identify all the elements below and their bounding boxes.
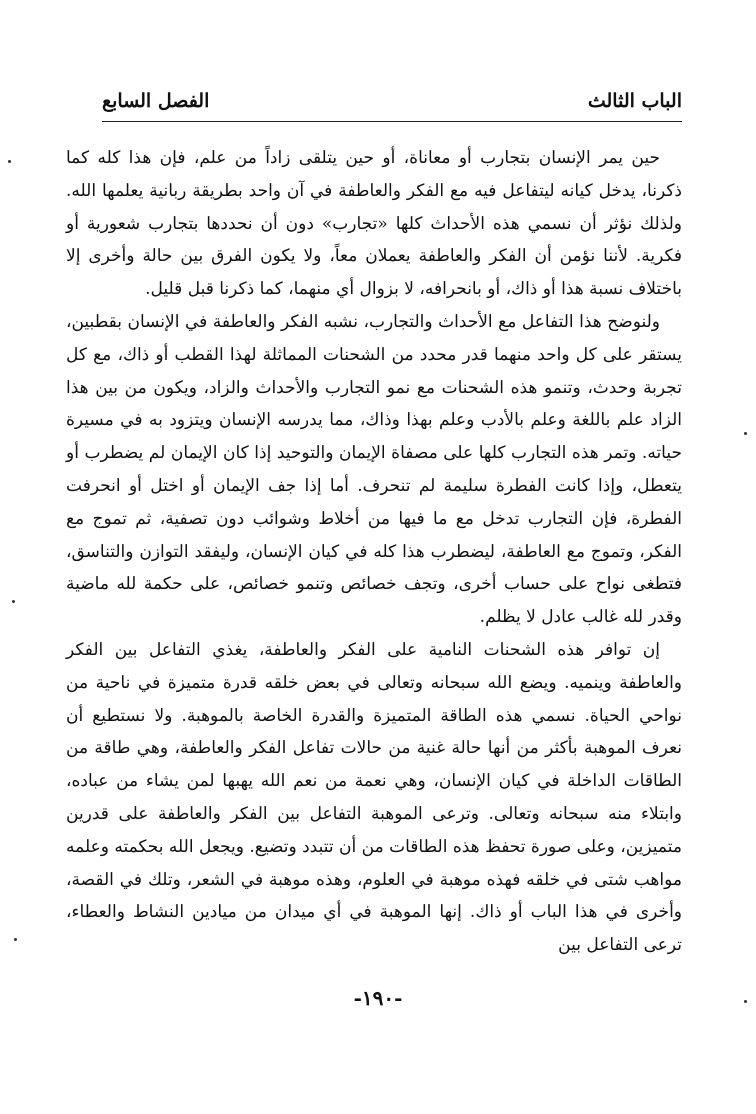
scan-speck — [744, 432, 747, 435]
paragraph: حين يمر الإنسان بتجارب أو معاناة، أو حين يتلقى زاداً من علم، فإن هذا كله كما ذكرنا، يدخل كيانه ليتفاعل فيه مع الفكر والعاطفة في آن واحد بطريقة ربانية يعلمها الله. ولذلك نؤثر أن نسمي هذه الأحداث كلها «تجارب» دون أن نحددها بتجارب شعورية أو فكرية. لأننا نؤمن أن الفكر والعاطفة يعملان معاً، ولا يكون الفرق بين حالة وأخرى إلا باختلاف نسبة هذا أو ذاك، أو بانحرافه، لا بزوال أي منهما، كما ذكرنا قبل قليل. — [66, 148, 682, 300]
scan-speck — [12, 600, 15, 603]
part-title: الباب الثالث — [587, 90, 682, 112]
paragraph: ولنوضح هذا التفاعل مع الأحداث والتجارب، نشبه الفكر والعاطفة في الإنسان بقطبين، يستقر على كل واحد منهما قدر محدد من الشحنات المماثلة لهذا القطب أو ذاك، مع كل تجربة وحدث، وتنمو هذه الشحنات مع نمو التجارب والأحداث والزاد، ويكون من بين هذا الزاد علم باللغة وعلم بالأدب وعلم بهذا وذاك، مما يدرسه الإنسان ويتزود به في مسيرة حياته. وتمر هذه التجارب كلها على مصفاة الإيمان والتوحيد إذا كان الإيمان لم يضطرب أو يتعطل، وإذا كانت الفطرة سليمة لم تنحرف. أما إذا جف الإيمان أو اختل أو انحرفت الفطرة، فإن التجارب تدخل مع ما فيها من أخلاط وشوائب دون تصفية، ثم تموج مع الفكر، وتموج مع العاطفة، ليضطرب هذا كله في كيان الإنسان، وليفقد التوازن والتناسق، فتطغى نواح على حساب أخرى، وتجف خصائص وتنمو خصائص، على حكمة لله ماضية وقدر لله غالب عادل لا يظلم. — [66, 311, 682, 628]
running-header — [102, 84, 682, 118]
page-number: -١٩٠- — [353, 986, 403, 1010]
chapter-title: الفصل السابع — [102, 90, 210, 112]
scan-speck — [744, 1000, 747, 1003]
body-text — [66, 142, 682, 962]
scan-speck — [8, 160, 11, 163]
paragraph: إن توافر هذه الشحنات النامية على الفكر والعاطفة، يغذي التفاعل بين الفكر والعاطفة وينميه. ويضع الله سبحانه وتعالى في بعض خلقه قدرة متميزة في ناحية من نواحي الحياة. نسمي هذه الطاقة المتميزة والقدرة الخاصة بالموهبة. ولا نستطيع أن نعرف الموهبة بأكثر من أنها حالة غنية من حالات تفاعل الفكر والعاطفة، وهي طاقة من الطاقات الداخلة في كيان الإنسان، وهي نعمة من نعم الله يهبها لمن يشاء من عباده، وابتلاء منه سبحانه وتعالى. وترعى الموهبة التفاعل بين الفكر والعاطفة على قدرين متميزين، وعلى صورة تحفظ هذه الطاقات من أن تتبدد وتضيع. ويجعل الله بحكمته وعلمه مواهب شتى في خلقه فهذه موهبة في العلوم، وهذه موهبة في الشعر، وتلك في القصة، وأخرى في هذا الباب أو ذاك. إنها الموهبة في أي ميدان من ميادين النشاط والعطاء، ترعى التفاعل بين — [66, 639, 682, 956]
scan-speck — [14, 938, 17, 941]
header-divider — [102, 121, 682, 122]
